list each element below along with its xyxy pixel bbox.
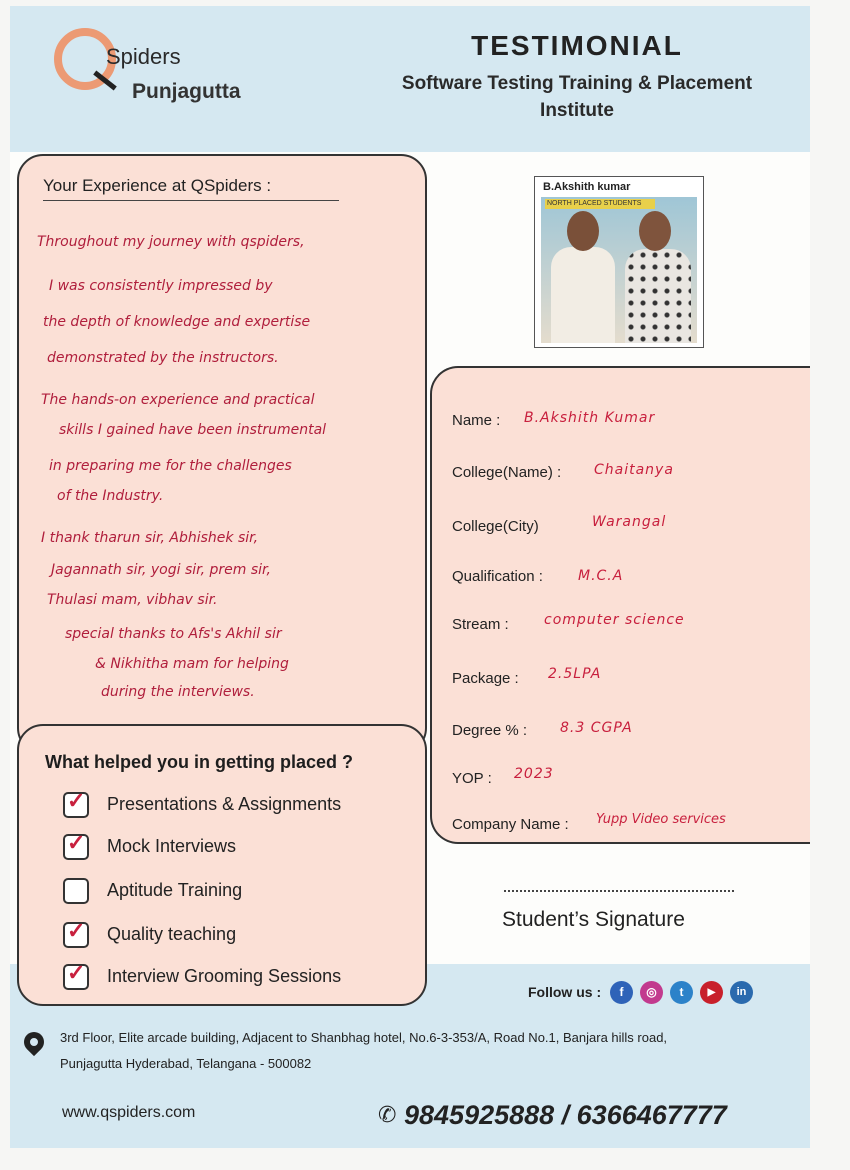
experience-line: Throughout my journey with qspiders, xyxy=(37,234,305,250)
experience-underline xyxy=(43,200,339,201)
subtitle-line-1: Software Testing Training & Placement xyxy=(401,73,753,94)
experience-line: special thanks to Afs's Akhil sir xyxy=(65,626,282,642)
experience-line: Jagannath sir, yogi sir, prem sir, xyxy=(51,562,271,578)
interview-grooming-checkbox[interactable] xyxy=(63,960,89,990)
quality-teaching-label: Quality teaching xyxy=(107,924,237,944)
name-label: Name : xyxy=(452,412,501,429)
signature-label: Student’s Signature xyxy=(502,908,685,931)
college-city-value: Warangal xyxy=(592,514,667,530)
company-name-value: Yupp Video services xyxy=(596,812,726,827)
company-name-label: Company Name : xyxy=(452,816,569,833)
student-photo xyxy=(534,176,704,348)
experience-box xyxy=(17,154,427,754)
mock-interviews-checkbox[interactable] xyxy=(63,830,89,860)
youtube-icon[interactable]: ▶ xyxy=(700,981,723,1004)
linkedin-icon[interactable]: in xyxy=(730,981,753,1004)
page-title: TESTIMONIAL xyxy=(471,30,683,61)
college-city-label: College(City) xyxy=(452,518,539,535)
person-right-figure xyxy=(625,249,691,343)
qspiders-logo xyxy=(52,24,272,114)
mock-interviews-label: Mock Interviews xyxy=(107,836,237,856)
quality-teaching-checkbox[interactable] xyxy=(63,918,89,948)
degree-label: Degree % : xyxy=(452,722,528,739)
branch-name: Punjagutta xyxy=(132,80,241,103)
experience-line: Thulasi mam, vibhav sir. xyxy=(47,592,218,608)
interview-grooming-label: Interview Grooming Sessions xyxy=(107,966,342,986)
facebook-icon[interactable]: f xyxy=(610,981,633,1004)
twitter-icon[interactable]: t xyxy=(670,981,693,1004)
yop-value: 2023 xyxy=(514,766,554,782)
experience-line: & Nikhitha mam for helping xyxy=(95,656,289,672)
person-left-figure xyxy=(551,247,615,343)
experience-line: The hands-on experience and practical xyxy=(41,392,315,408)
qualification-label: Qualification : xyxy=(452,568,543,585)
check-icon: ✓ xyxy=(67,918,86,943)
college-name-value: Chaitanya xyxy=(594,462,674,478)
name-value: B.Akshith Kumar xyxy=(524,410,656,426)
qualification-value: M.C.A xyxy=(578,568,624,584)
phone-numbers: 9845925888 / 6366467777 xyxy=(404,1100,727,1130)
yop-label: YOP : xyxy=(452,770,492,787)
check-icon: ✓ xyxy=(67,788,86,813)
college-name-label: College(Name) : xyxy=(452,464,562,481)
experience-line: I was consistently impressed by xyxy=(49,278,273,294)
person-right-head xyxy=(639,211,671,251)
presentations-label: Presentations & Assignments xyxy=(107,794,342,814)
placement-help-heading: What helped you in getting placed ? xyxy=(45,752,354,772)
person-left-head xyxy=(567,211,599,251)
package-value: 2.5LPA xyxy=(548,666,602,682)
follow-us-label: Follow us : xyxy=(528,984,602,1000)
photo-caption: B.Akshith kumar xyxy=(543,181,631,193)
student-info-box xyxy=(430,366,810,844)
subtitle-line-2: Institute xyxy=(540,100,614,121)
experience-line: demonstrated by the instructors. xyxy=(47,350,279,366)
stream-value: computer science xyxy=(544,612,685,628)
experience-line: skills I gained have been instrumental xyxy=(59,422,327,438)
presentations-checkbox[interactable] xyxy=(63,788,89,818)
aptitude-training-checkbox[interactable] xyxy=(63,878,89,904)
check-icon: ✓ xyxy=(67,830,86,855)
address-line-1: 3rd Floor, Elite arcade building, Adjacent to Shanbhag hotel, No.6-3-353/A, Road No.1, Banjara hills road, xyxy=(60,1030,668,1045)
placement-help-box xyxy=(17,724,427,1006)
logo-brand-text: Spiders xyxy=(106,44,181,69)
experience-heading: Your Experience at QSpiders : xyxy=(43,176,272,195)
photo-banner: NORTH PLACED STUDENTS xyxy=(545,199,655,209)
stream-label: Stream : xyxy=(452,616,509,633)
experience-line: during the interviews. xyxy=(101,684,255,700)
address-line-2: Punjagutta Hyderabad, Telangana - 500082 xyxy=(60,1056,312,1071)
testimonial-sheet xyxy=(10,6,810,1148)
aptitude-training-label: Aptitude Training xyxy=(107,880,243,900)
package-label: Package : xyxy=(452,670,519,687)
check-icon: ✓ xyxy=(67,960,86,985)
degree-value: 8.3 CGPA xyxy=(560,720,633,736)
experience-line: of the Industry. xyxy=(57,488,164,504)
instagram-icon[interactable]: ◎ xyxy=(640,981,663,1004)
experience-line: in preparing me for the challenges xyxy=(49,458,292,474)
phone-icon: ✆ xyxy=(378,1102,397,1127)
signature-line xyxy=(504,890,734,892)
experience-line: I thank tharun sir, Abhishek sir, xyxy=(41,530,259,546)
photo-image xyxy=(541,197,697,343)
website-link[interactable]: www.qspiders.com xyxy=(62,1104,196,1121)
experience-line: the depth of knowledge and expertise xyxy=(43,314,311,330)
page-subtitle xyxy=(362,70,792,124)
